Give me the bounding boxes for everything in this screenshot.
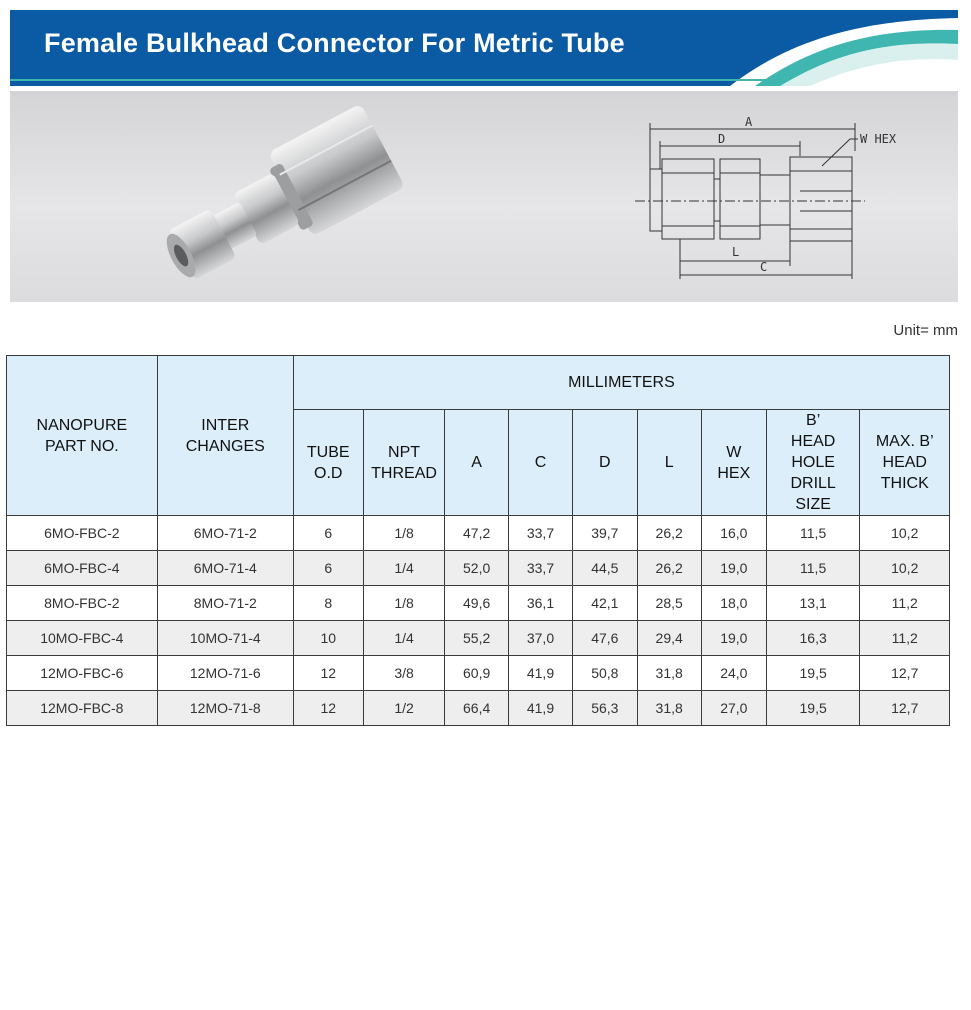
cell-part-no: 12MO-FBC-6 (7, 656, 158, 691)
cell-w-hex: 19,0 (701, 621, 766, 656)
cell-w-hex: 24,0 (701, 656, 766, 691)
cell-npt-thread: 1/2 (363, 691, 445, 726)
cell-l: 31,8 (637, 656, 701, 691)
table-row (7, 691, 950, 726)
cell-max-bhead-thick: 12,7 (860, 656, 950, 691)
header-d: D (573, 410, 637, 516)
cell-a: 49,6 (445, 586, 508, 621)
cell-a: 66,4 (445, 691, 508, 726)
cell-interchanges: 12MO-71-8 (157, 691, 293, 726)
cell-bhead-hole: 11,5 (766, 516, 860, 551)
cell-l: 31,8 (637, 691, 701, 726)
cell-l: 26,2 (637, 551, 701, 586)
cell-w-hex: 18,0 (701, 586, 766, 621)
cell-max-bhead-thick: 12,7 (860, 691, 950, 726)
cell-npt-thread: 3/8 (363, 656, 445, 691)
cell-d: 50,8 (573, 656, 637, 691)
product-illustration (10, 91, 958, 302)
cell-bhead-hole: 13,1 (766, 586, 860, 621)
unit-note: Unit= mm (893, 322, 958, 339)
dimension-label-d: D (718, 132, 726, 146)
header-bhead-hole: B’ HEAD HOLE DRILL SIZE (766, 410, 860, 516)
dimension-label-c: C (760, 260, 768, 274)
cell-bhead-hole: 19,5 (766, 656, 860, 691)
cell-bhead-hole: 11,5 (766, 551, 860, 586)
header-part-no: NANOPURE PART NO. (7, 356, 158, 516)
cell-w-hex: 27,0 (701, 691, 766, 726)
cell-bhead-hole: 19,5 (766, 691, 860, 726)
cell-part-no: 10MO-FBC-4 (7, 621, 158, 656)
cell-c: 41,9 (508, 656, 572, 691)
spec-table-body (7, 516, 950, 726)
header-npt-thread: NPT THREAD (363, 410, 445, 516)
cell-a: 52,0 (445, 551, 508, 586)
table-row (7, 621, 950, 656)
cell-a: 55,2 (445, 621, 508, 656)
cell-tube-od: 6 (293, 516, 363, 551)
cell-tube-od: 12 (293, 656, 363, 691)
spec-table (6, 355, 950, 726)
cell-l: 29,4 (637, 621, 701, 656)
cell-a: 47,2 (445, 516, 508, 551)
cell-c: 37,0 (508, 621, 572, 656)
product-image-panel (10, 91, 958, 302)
dimension-label-w-hex: W HEX (860, 132, 897, 146)
header-c: C (508, 410, 572, 516)
table-row (7, 656, 950, 691)
header-millimeters: MILLIMETERS (293, 356, 949, 410)
cell-max-bhead-thick: 11,2 (860, 621, 950, 656)
cell-d: 44,5 (573, 551, 637, 586)
header-l: L (637, 410, 701, 516)
cell-interchanges: 6MO-71-2 (157, 516, 293, 551)
cell-npt-thread: 1/4 (363, 551, 445, 586)
cell-interchanges: 12MO-71-6 (157, 656, 293, 691)
header-max-bhead-thick: MAX. B’ HEAD THICK (860, 410, 950, 516)
page-title: Female Bulkhead Connector For Metric Tube (44, 28, 625, 58)
cell-d: 39,7 (573, 516, 637, 551)
cell-interchanges: 6MO-71-4 (157, 551, 293, 586)
cell-max-bhead-thick: 10,2 (860, 551, 950, 586)
cell-c: 41,9 (508, 691, 572, 726)
cell-d: 42,1 (573, 586, 637, 621)
dimension-label-a: A (745, 115, 753, 129)
cell-l: 26,2 (637, 516, 701, 551)
cell-d: 47,6 (573, 621, 637, 656)
cell-npt-thread: 1/8 (363, 516, 445, 551)
cell-part-no: 12MO-FBC-8 (7, 691, 158, 726)
cell-tube-od: 10 (293, 621, 363, 656)
table-row (7, 516, 950, 551)
cell-max-bhead-thick: 11,2 (860, 586, 950, 621)
cell-tube-od: 12 (293, 691, 363, 726)
table-row (7, 586, 950, 621)
header-tube-od: TUBE O.D (293, 410, 363, 516)
cell-interchanges: 8MO-71-2 (157, 586, 293, 621)
cell-w-hex: 16,0 (701, 516, 766, 551)
cell-a: 60,9 (445, 656, 508, 691)
cell-bhead-hole: 16,3 (766, 621, 860, 656)
cell-part-no: 6MO-FBC-4 (7, 551, 158, 586)
header-interchanges: INTER CHANGES (157, 356, 293, 516)
header-w-hex: W HEX (701, 410, 766, 516)
cell-npt-thread: 1/8 (363, 586, 445, 621)
cell-tube-od: 8 (293, 586, 363, 621)
dimension-label-l: L (732, 245, 740, 259)
cell-part-no: 6MO-FBC-2 (7, 516, 158, 551)
cell-max-bhead-thick: 10,2 (860, 516, 950, 551)
cell-c: 36,1 (508, 586, 572, 621)
stainless-fitting-photo (149, 103, 406, 300)
cell-part-no: 8MO-FBC-2 (7, 586, 158, 621)
cell-c: 33,7 (508, 516, 572, 551)
table-row (7, 551, 950, 586)
cell-c: 33,7 (508, 551, 572, 586)
header-a: A (445, 410, 508, 516)
dimension-drawing (635, 115, 897, 279)
cell-d: 56,3 (573, 691, 637, 726)
cell-l: 28,5 (637, 586, 701, 621)
cell-w-hex: 19,0 (701, 551, 766, 586)
title-banner (10, 10, 958, 86)
cell-tube-od: 6 (293, 551, 363, 586)
cell-interchanges: 10MO-71-4 (157, 621, 293, 656)
cell-npt-thread: 1/4 (363, 621, 445, 656)
